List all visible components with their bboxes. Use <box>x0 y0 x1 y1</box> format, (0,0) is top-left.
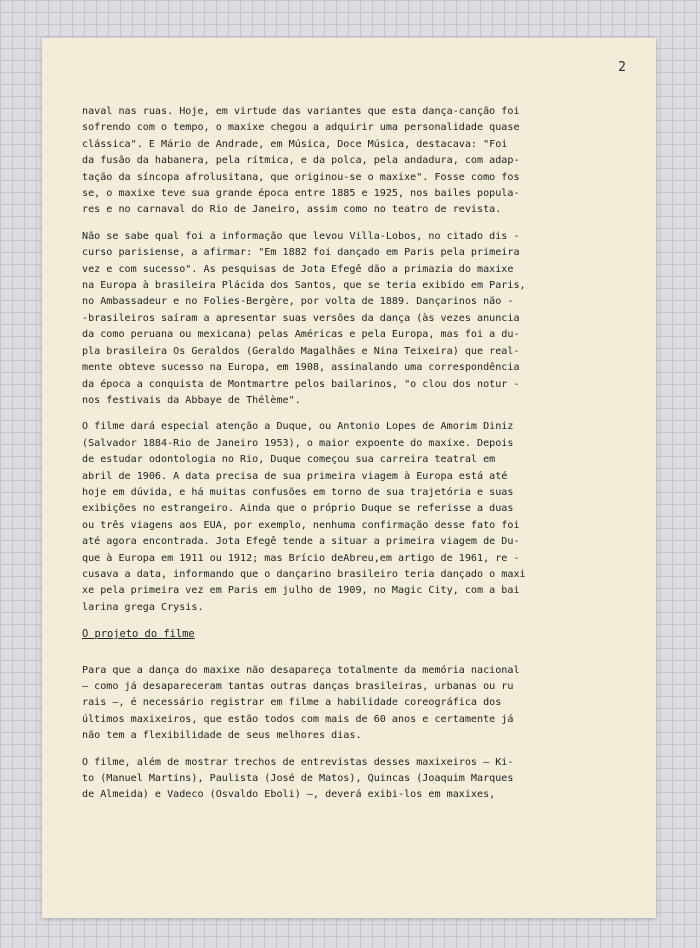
text-line: até agora encontrada. Jota Efegê tende a situar a primeira viagem de Du- <box>82 536 520 548</box>
text-line: O filme, além de mostrar trechos de entrevistas desses maxixeiros — Ki- <box>82 756 514 768</box>
paragraph-duque <box>82 419 638 616</box>
text-line: na Europa à brasileira Plácida dos Santos, que se teria exibido em Paris, <box>82 280 526 292</box>
text-line: da como peruana ou mexicana) pelas Américas e pela Europa, mas foi a du- <box>82 329 520 341</box>
text-line: exibições no estrangeiro. Ainda que o próprio Duque se referisse a duas <box>82 503 514 515</box>
text-line: clássica". E Mário de Andrade, em Música, Doce Música, destacava: "Foi <box>82 138 508 150</box>
text-line: to (Manuel Martins), Paulista (José de Matos), Quincas (Joaquim Marques <box>82 773 514 785</box>
text-line: nos festivais da Abbaye de Thélème". <box>82 394 301 406</box>
text-line: pla brasileira Os Geraldos (Geraldo Magalhães e Nina Teixeira) que real- <box>82 345 520 357</box>
text-line: O filme dará especial atenção a Duque, ou Antonio Lopes de Amorim Diniz <box>82 421 514 433</box>
text-line: de Almeida) e Vadeco (Osvaldo Eboli) —, deverá exibi-los em maxixes, <box>82 789 496 801</box>
text-line: ou três viagens aos EUA, por exemplo, nenhuma confirmação desse fato foi <box>82 519 520 531</box>
text-line: últimos maxixeiros, que estão todos com mais de 60 anos e certamente já <box>82 713 514 725</box>
text-line: abril de 1906. A data precisa de sua primeira viagem à Europa está até <box>82 470 508 482</box>
text-line: de estudar odontologia no Rio, Duque começou sua carreira teatral em <box>82 454 496 466</box>
typewritten-page <box>42 38 656 918</box>
text-line: rais —, é necessário registrar em filme a habilidade coreográfica dos <box>82 697 502 709</box>
text-line: larina grega Crysis. <box>82 601 204 613</box>
text-line: mente obteve sucesso na Europa, em 1908, assinalando uma correspondência <box>82 362 520 374</box>
text-line: curso parisiense, a afirmar: "Em 1882 foi dançado em Paris pela primeira <box>82 247 520 259</box>
document-body <box>82 104 638 814</box>
section-heading: O projeto do filme <box>82 628 195 641</box>
text-line: naval nas ruas. Hoje, em virtude das variantes que esta dança-canção foi <box>82 106 520 117</box>
text-line: no Ambassadeur e no Folies-Bergère, por volta de 1889. Dançarinos não - <box>82 296 514 308</box>
text-line: tação da síncopa afrolusitana, que originou-se o maxixe". Fosse como fos <box>82 171 520 183</box>
text-line: xe pela primeira vez em Paris em julho de 1909, no Magic City, com a bai <box>82 585 520 597</box>
paragraph-project-purpose <box>82 663 638 745</box>
text-line: que à Europa em 1911 ou 1912; mas Brício deAbreu,em artigo de 1961, re - <box>82 552 520 564</box>
text-line: -brasileiros saíram a apresentar suas versões da dança (às vezes anuncia <box>82 312 520 324</box>
text-line: — como já desapareceram tantas outras danças brasileiras, urbanas ou ru <box>82 681 514 692</box>
paragraph-maxixe-in-europe <box>82 229 638 409</box>
page-number: 2 <box>618 60 626 75</box>
text-line: cusava a data, informando que o dançarino brasileiro teria dançado o maxi <box>82 568 526 580</box>
text-line: Para que a dança do maxixe não desapareça totalmente da memória nacional <box>82 664 520 676</box>
text-line: (Salvador 1884-Rio de Janeiro 1953), o maior expoente do maxixe. Depois <box>82 437 514 449</box>
text-line: Não se sabe qual foi a informação que levou Villa-Lobos, no citado dis - <box>82 230 520 242</box>
text-line: sofrendo com o tempo, o maxixe chegou a adquirir uma personalidade quase <box>82 122 520 134</box>
text-line: da fusão da habanera, pela rítmica, e da polca, pela andadura, com adap- <box>82 155 520 167</box>
paragraph-film-content <box>82 755 638 804</box>
text-line: se, o maxixe teve sua grande época entre 1885 e 1925, nos bailes popula- <box>82 188 520 200</box>
text-line: da época a conquista de Montmartre pelos bailarinos, "o clou dos notur - <box>82 378 520 390</box>
text-line: res e no carnaval do Rio de Janeiro, assim como no teatro de revista. <box>82 204 502 216</box>
paragraph-maxixe-origins <box>82 104 638 219</box>
text-line: hoje em dúvida, e há muitas confusões em torno de sua trajetória e suas <box>82 486 514 498</box>
text-line: não tem a flexibilidade de seus melhores dias. <box>82 730 362 742</box>
text-line: vez e com sucesso". As pesquisas de Jota Efegê dão a primazia do maxixe <box>82 263 514 275</box>
